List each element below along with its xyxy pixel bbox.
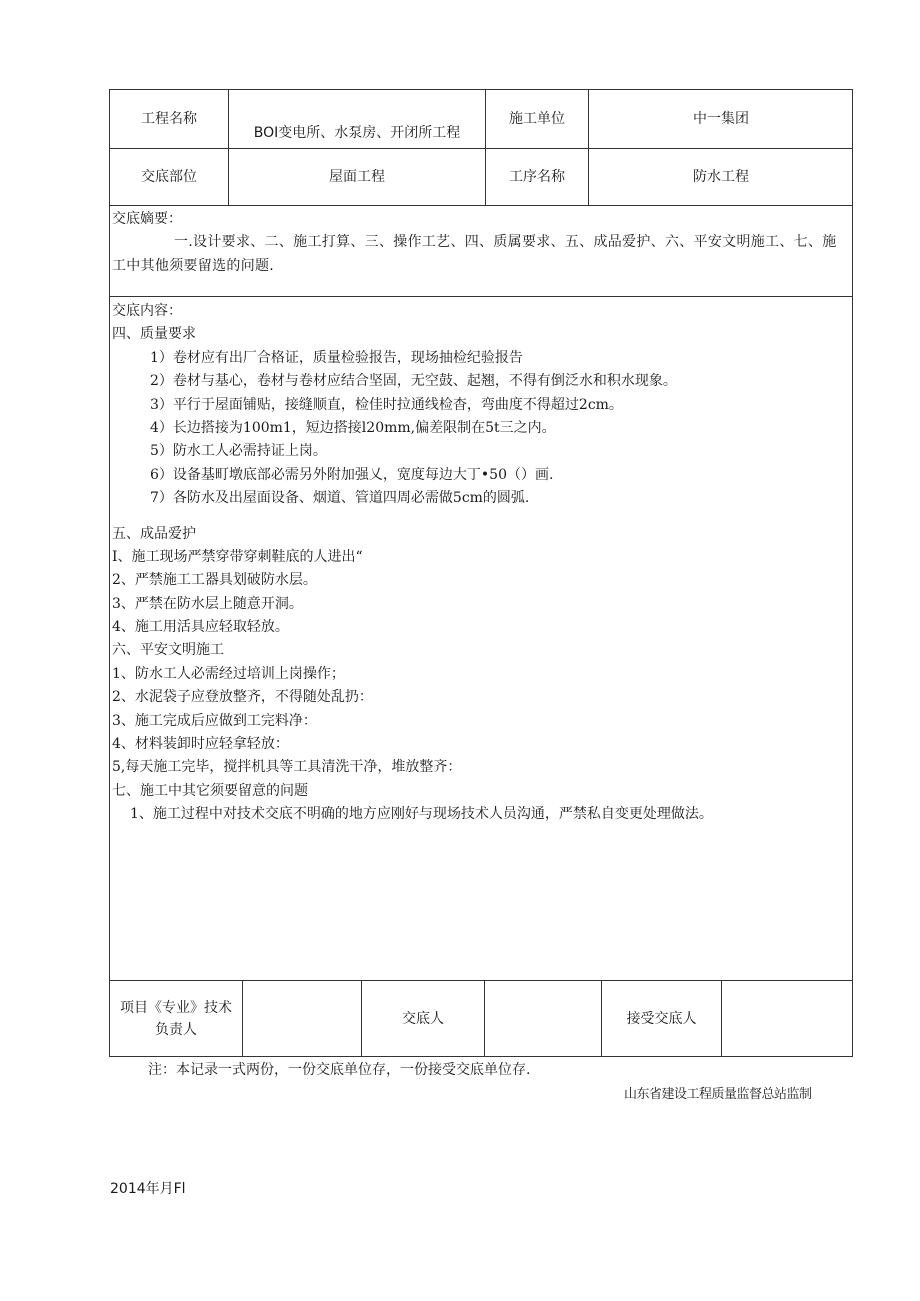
summary-title: 交底嫡要：: [112, 211, 182, 227]
issuer-footer: 山东省建设工程质量监督总站监制: [624, 1087, 812, 1102]
protection-item: 3、严禁在防水层上随意开洞。: [112, 595, 303, 612]
quality-item: 6）设备基町墩底部必需另外附加强乂，宽度每边大丁•50（）画.: [150, 466, 554, 483]
quality-item: 2）卷材与基心，卷材与卷材应结合坚固，无空鼓、起翘，不得有倒泛水和积水现象。: [150, 373, 677, 390]
summary-section: [112, 208, 850, 278]
process-label: 工序名称: [509, 169, 565, 185]
safety-item: 2、水泥袋子应登放整齐，不得随处乱扔：: [112, 689, 373, 706]
section6-title: 六、平安文明施工: [112, 642, 224, 659]
construction-unit-value: 中一集团: [693, 111, 749, 127]
content-section: [112, 300, 850, 827]
protection-item: I、施工现场严禁穿带穿刺鞋底的人进出“: [112, 548, 363, 565]
project-name-value: BOI变电所、水泵房、开闭所工程: [253, 125, 461, 141]
process-value: 防水工程: [693, 169, 749, 185]
safety-item: 4、材料装卸时应轻拿轻放：: [112, 736, 289, 753]
receiver-signature-box[interactable]: [722, 981, 853, 1057]
protection-item: 4、施工用活具应轻取轻放。: [112, 619, 289, 636]
safety-item: 5,每天施工完毕，搅拌机具等工具清洗干净，堆放整齐：: [112, 759, 462, 776]
document-date: 2014年月Fl: [110, 1181, 186, 1197]
row-divider: [110, 205, 852, 206]
quality-item: 1）卷材应有出厂合格证，质量检验报告，现场抽检纪验报告: [150, 349, 523, 366]
quality-item: 4）长边搭接为100m1，短边搭接l20mm,偏差限制在5t三之内。: [150, 419, 556, 436]
part-value: 屋面工程: [329, 169, 385, 185]
record-note: 注：本记录一式两份，一份交底单位存，一份接受交底单位存.: [148, 1062, 531, 1078]
section7-title: 七、施工中其它须要留意的问题: [112, 782, 308, 799]
tech-lead-label-line1: 项目《专业》技术: [120, 1000, 232, 1016]
protection-item: 2、严禁施工工器具划破防水层。: [112, 572, 317, 589]
safety-item: 1、防水工人必需经过培训上岗操作；: [112, 665, 345, 682]
notice-item: 1、施工过程中对技术交底不明确的地方应刚好与现场技术人员沟通，严禁私自变更处理做法。: [130, 806, 713, 823]
project-name-label: 工程名称: [141, 111, 197, 127]
quality-item: 7）各防水及出屋面设备、烟道、管道四周必需做5cm的圆弧.: [150, 490, 530, 507]
construction-unit-label: 施工单位: [509, 111, 565, 127]
part-label: 交底部位: [141, 169, 197, 185]
discloser-signature-box[interactable]: [485, 981, 601, 1057]
summary-text: 一.设计要求、二、施工打算、三、操作工艺、四、质属要求、五、成品爱护、六、平安文明施工、七、施工中其他须要留选的问题.: [112, 234, 837, 274]
receiver-label: 接受交底人: [626, 1011, 697, 1027]
discloser-label: 交底人: [402, 1011, 444, 1027]
tech-lead-signature-box[interactable]: [243, 981, 361, 1057]
safety-item: 3、施工完成后应做到工完料净：: [112, 712, 317, 729]
row-divider: [110, 296, 852, 297]
content-title: 交底内容：: [112, 303, 182, 319]
section5-title: 五、成品爱护: [112, 525, 196, 542]
quality-item: 5）防水工人必需持证上岗。: [150, 443, 327, 460]
section4-title: 四、质量要求: [112, 326, 196, 343]
tech-lead-label-line2: 负责人: [155, 1022, 197, 1038]
disclosure-form: [109, 89, 853, 1057]
tech-lead-label: [110, 981, 242, 1057]
quality-item: 3）平行于屋面铺贴，接缝顺直，检佳时拉通线检杳，弯曲度不得超过2cm。: [150, 396, 623, 413]
